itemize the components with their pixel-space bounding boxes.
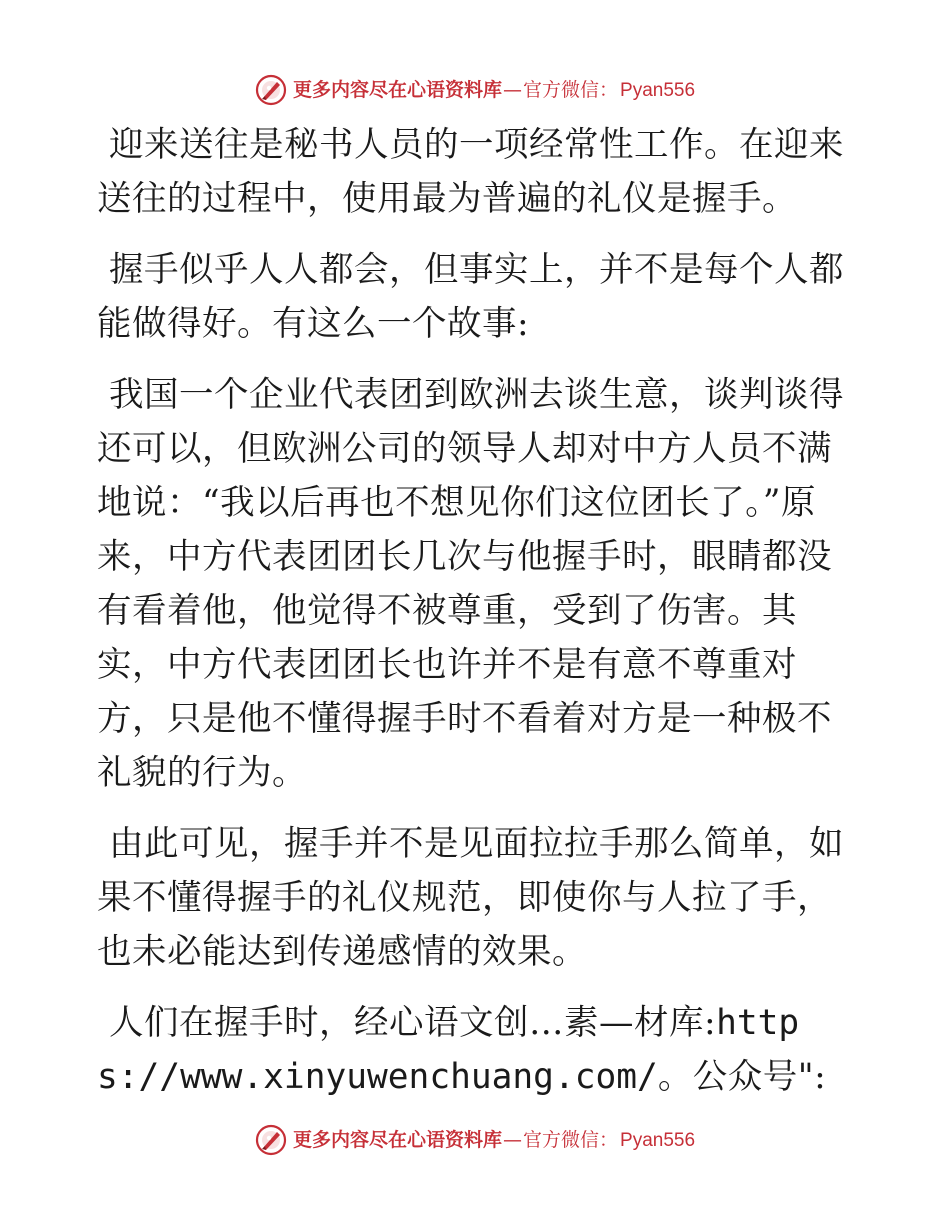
banner-official-label: 官方微信 <box>522 1128 599 1151</box>
header-banner <box>0 70 950 110</box>
banner-colon: ： <box>599 1128 619 1151</box>
paragraph-5-text: 人们在握手时，经心语文创…素—材库: <box>109 1003 717 1043</box>
footer-banner <box>0 1120 950 1160</box>
quill-logo-icon <box>255 74 287 106</box>
banner-wechat-id: Pyan556 <box>620 1129 696 1151</box>
banner-main-text: 更多内容尽在心语资料库 <box>292 1128 502 1151</box>
paragraph-3: 我国一个企业代表团到欧洲去谈生意，谈判谈得还可以，但欧洲公司的领导人却对中方人员不满地说：“我以后再也不想见你们这位团长了。”原来，中方代表团团长几次与他握手时，眼睛都没有看着他，他觉得不被尊重，受到了伤害。其实，中方代表团团长也许并不是有意不尊重对方，只是他不懂得握手时不看着对方是一种极不礼貌的行为。 <box>97 375 844 793</box>
banner-wechat-id: Pyan556 <box>620 79 696 101</box>
paragraph-5 <box>97 996 852 1104</box>
banner-main-text: 更多内容尽在心语资料库 <box>292 78 502 101</box>
banner-separator: — <box>502 1128 522 1151</box>
paragraph-4: 由此可见，握手并不是见面拉拉手那么简单，如果不懂得握手的礼仪规范，即使你与人拉了手，也未必能达到传递感情的效果。 <box>97 824 844 972</box>
banner-colon: ： <box>599 78 619 101</box>
document-body <box>97 118 852 1121</box>
paragraph-5-tail: 。公众号": <box>657 1057 827 1097</box>
paragraph-2: 握手似乎人人都会，但事实上，并不是每个人都能做得好。有这么一个故事: <box>97 250 844 344</box>
quill-logo-icon <box>255 1124 287 1156</box>
banner-separator: — <box>502 78 522 101</box>
banner-text <box>292 1128 696 1151</box>
banner-text <box>292 78 696 101</box>
paragraph-1: 迎来送往是秘书人员的一项经常性工作。在迎来送往的过程中，使用最为普遍的礼仪是握手。 <box>97 125 844 219</box>
source-url-link[interactable]: https://www.xinyuwenchuang.com/ <box>97 1003 800 1097</box>
banner-official-label: 官方微信 <box>522 78 599 101</box>
